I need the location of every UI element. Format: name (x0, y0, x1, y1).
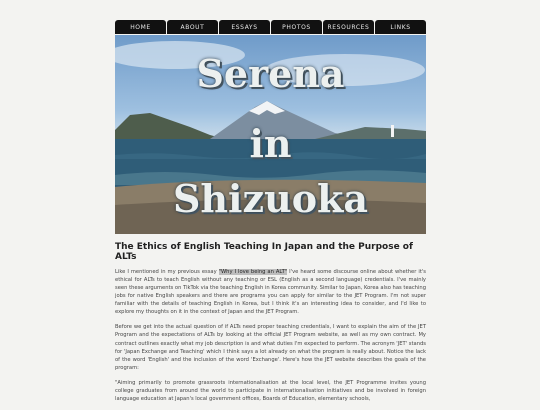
nav-links[interactable]: LINKS (375, 20, 426, 34)
nav-about[interactable]: ABOUT (167, 20, 218, 34)
page-container (115, 20, 426, 410)
banner-title-in: in (249, 121, 292, 166)
nav-home[interactable]: HOME (115, 20, 166, 34)
banner-title-serena: Serena (196, 51, 345, 96)
nav-photos[interactable]: PHOTOS (271, 20, 322, 34)
nav-resources[interactable]: RESOURCES (323, 20, 374, 34)
paragraph-text: I've heard some discourse online about whether it's ethical for ALTs to teach English without any teaching or ESL (English as a second language) credentials. I've mainly seen these arguments on TikTok via the teaching English in Korea community. Similar to Japan, Korea also has teaching jobs for native English speakers and there are programs you can apply for similar to the JET Program. I'm not super familiar with the details of teaching English in Korea, but I think it's an interesting idea to consider, and I'd like to explore my thoughts on it in the context of Japan and the JET Program. (115, 269, 426, 316)
top-navigation (115, 20, 426, 34)
article-paragraph-3: "Aiming primarily to promote grassroots internationalisation at the local level, the JET Programme invites young college graduates from around the world to participate in internationalisation initiatives and be involved in foreign language education at Japan's local government offices, Boards of Education, elementary schools, (115, 379, 426, 402)
article-paragraph-1 (115, 268, 426, 316)
essay-link[interactable]: "Why I love being an ALT" (218, 269, 288, 275)
article-paragraph-2: Before we get into the actual question of if ALTs need proper teaching credentials, I want to explain the aim of the JET Program and the expectations of ALTs by looking at the official JET Program website, as well as my own contract. My contract outlines exactly what my job description is and what duties I'm expected to perform. The acronym 'JET' stands for 'Japan Exchange and Teaching' which I think says a lot already on what the program is really about. Notice the lack of the word 'English' and the inclusion of the word 'Exchange'. Here's how the JET website describes the goals of the program: (115, 324, 426, 371)
nav-essays[interactable]: ESSAYS (219, 20, 270, 34)
header-banner (115, 35, 426, 234)
banner-title-shizuoka: Shizuoka (172, 176, 368, 221)
article-title: The Ethics of English Teaching In Japan and the Purpose of ALTs (115, 242, 413, 262)
paragraph-text: Like I mentioned in my previous essay (115, 269, 219, 275)
